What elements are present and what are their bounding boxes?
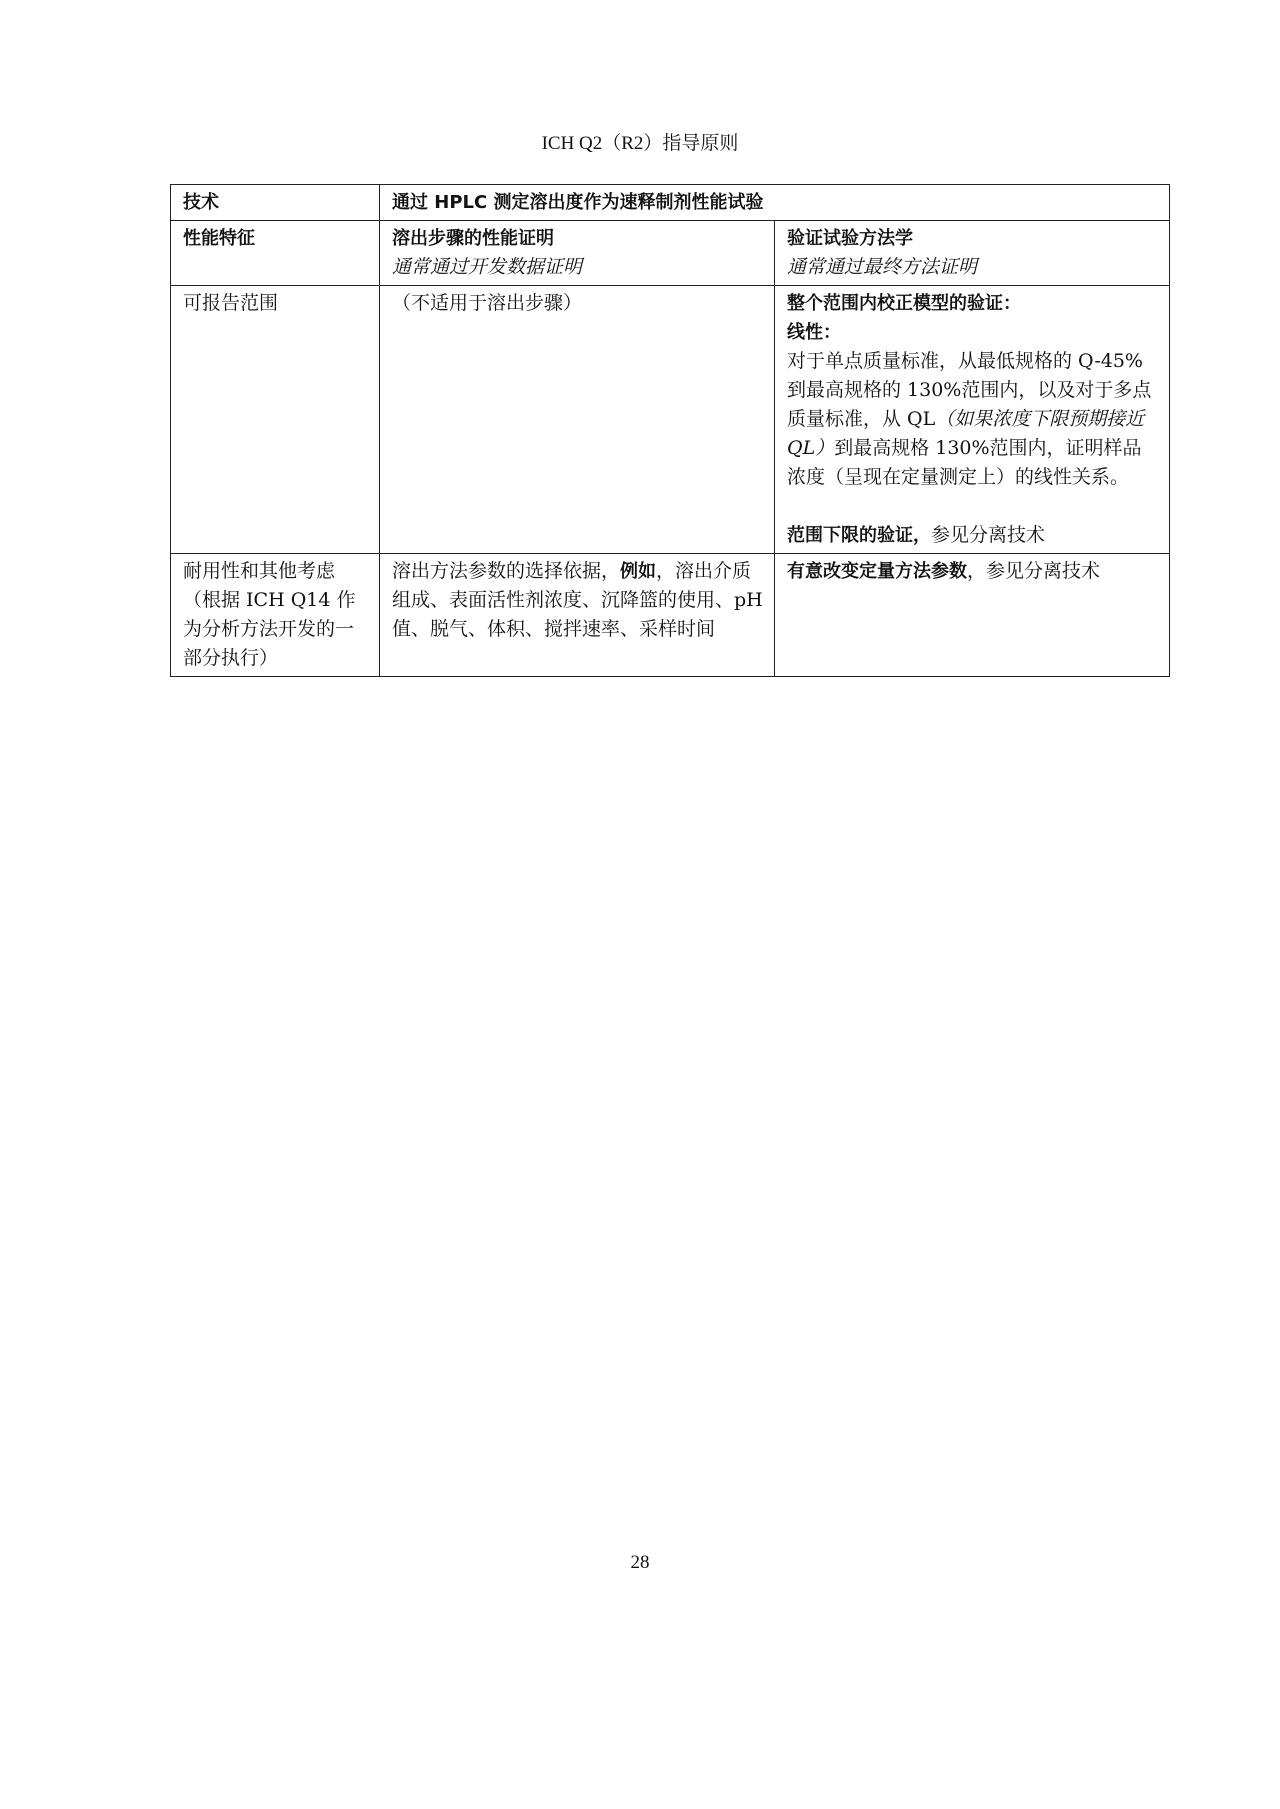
robustness-proof-text-a: 溶出方法参数的选择依据，: [392, 560, 621, 582]
performance-proof-header: [380, 221, 775, 286]
table-row: [171, 185, 1170, 221]
table-row: [171, 554, 1170, 677]
validation-method-title: 验证试验方法学: [787, 228, 913, 249]
robustness-validation: [775, 554, 1170, 677]
lower-range-validation: [787, 521, 1159, 550]
robustness-label: 耐用性和其他考虑（根据 ICH Q14 作为分析方法开发的一部分执行）: [171, 554, 380, 677]
robustness-validation-bold: 有意改变定量方法参数: [787, 561, 967, 582]
robustness-proof-text-b: ，溶出介质组成、表面活性剂浓度、沉降篮的使用、pH 值、脱气、体积、搅拌速率、采样时间: [392, 560, 763, 640]
performance-characteristic-header: 性能特征: [171, 221, 380, 286]
performance-proof-subtitle: 通常通过开发数据证明: [392, 256, 583, 278]
technique-value-cell: 通过 HPLC 测定溶出度作为速释制剂性能试验: [380, 185, 1170, 221]
lower-range-rest: 参见分离技术: [931, 524, 1046, 546]
page-header: ICH Q2（R2）指导原则: [541, 133, 739, 154]
table-row: [171, 286, 1170, 554]
table-row: [171, 221, 1170, 286]
linearity-heading: 线性：: [787, 322, 841, 343]
technique-label-cell: 技术: [171, 185, 380, 221]
validation-method-header: [775, 221, 1170, 286]
performance-proof-title: 溶出步骤的性能证明: [392, 228, 554, 249]
reportable-range-label: 可报告范围: [171, 286, 380, 554]
lower-range-bold: 范围下限的验证，: [787, 525, 931, 546]
linearity-description: [787, 347, 1159, 492]
linearity-text-a: 对于单点质量标准，从最低规格的 Q-45%到最高规格的 130%范围内，以及对于多点质量标准，从 QL: [787, 350, 1152, 430]
robustness-validation-rest: ，参见分离技术: [967, 560, 1101, 582]
method-validation-table: [170, 184, 1170, 677]
reportable-range-validation: [775, 286, 1170, 554]
reportable-range-proof: （不适用于溶出步骤）: [380, 286, 775, 554]
linearity-text-b: 到最高规格 130%范围内，证明样品浓度（呈现在定量测定上）的线性关系。: [787, 437, 1142, 488]
linearity-text-italic: （如果浓度下限预期接近 QL）: [787, 408, 1145, 459]
validation-method-subtitle: 通常通过最终方法证明: [787, 256, 978, 278]
robustness-proof-bold: 例如: [620, 561, 657, 582]
page-number: 28: [630, 1552, 650, 1573]
robustness-proof: [380, 554, 775, 677]
calibration-model-heading: 整个范围内校正模型的验证：: [787, 293, 1021, 314]
